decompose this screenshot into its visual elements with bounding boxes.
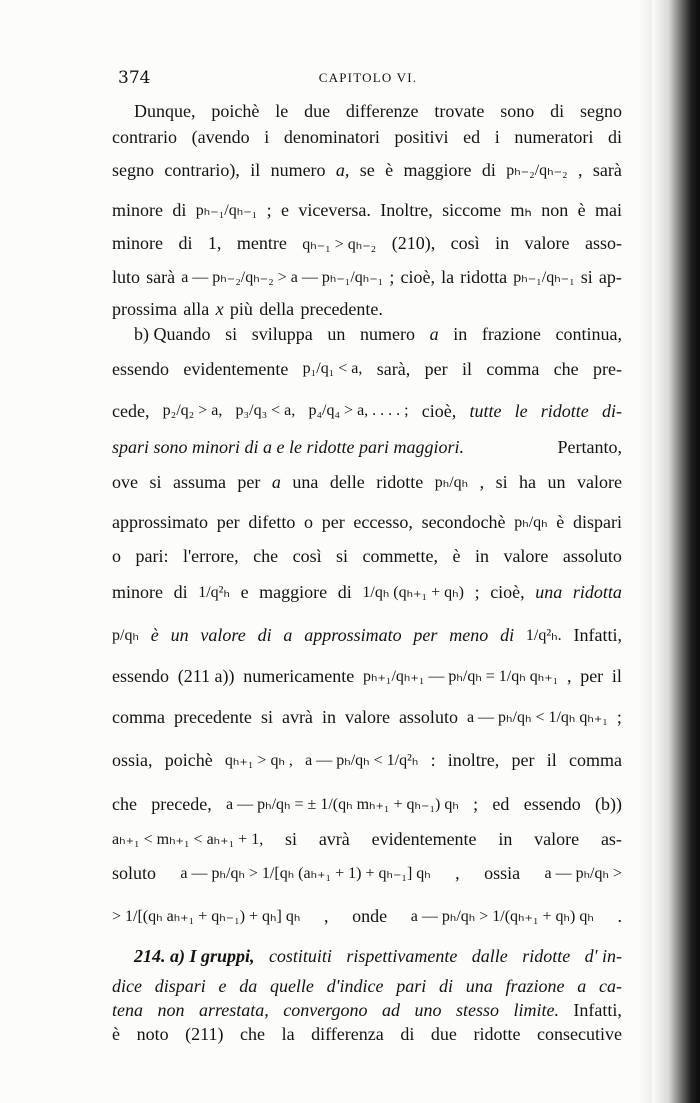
- word: d'indice: [326, 975, 384, 996]
- word: di: [173, 581, 188, 602]
- word: dispari: [154, 975, 206, 996]
- text-line: [112, 462, 622, 502]
- word: e: [240, 581, 249, 602]
- word: sono: [500, 100, 535, 121]
- word: per: [216, 511, 240, 532]
- word: comma: [486, 358, 540, 379]
- text-line: [112, 656, 622, 696]
- word: stesso: [455, 999, 499, 1020]
- word: assoluto: [562, 545, 622, 566]
- word: convergono: [283, 999, 368, 1020]
- word: ed: [463, 126, 481, 147]
- word: assuma: [172, 471, 226, 492]
- word: o: [304, 511, 314, 532]
- word: per: [580, 665, 604, 686]
- word: non: [157, 999, 185, 1020]
- word: il: [461, 358, 472, 379]
- word: differenze: [345, 100, 419, 121]
- text-line: [112, 696, 622, 738]
- word: dispari: [572, 511, 622, 532]
- word: ridotte: [473, 1023, 521, 1044]
- word: così: [450, 233, 480, 253]
- word: numero: [270, 159, 326, 180]
- word: pre-: [593, 358, 622, 379]
- word: soluto: [112, 862, 157, 883]
- text-line: [112, 190, 622, 230]
- word: per: [321, 511, 345, 532]
- word: d' in-: [584, 945, 622, 966]
- word: ap-: [598, 266, 622, 287]
- word: contrario),: [164, 159, 240, 180]
- word: il: [611, 665, 622, 686]
- word: positivi: [394, 126, 449, 147]
- word: ;: [473, 793, 479, 814]
- word: è: [385, 159, 394, 180]
- word: per: [413, 624, 438, 645]
- word: denominatori: [283, 126, 380, 147]
- word: in: [453, 324, 468, 344]
- word: qₕ₋₁ > qₕ₋₂: [302, 235, 377, 253]
- word: (b)): [595, 793, 622, 814]
- word: (211 a)): [177, 665, 235, 686]
- word: valore: [576, 471, 622, 492]
- word: pₕ₋₂/qₕ₋₂: [506, 162, 568, 179]
- word: sviluppa: [251, 324, 313, 344]
- word: continua,: [555, 324, 622, 344]
- word: Inoltre,: [380, 199, 433, 220]
- word: cioè,: [400, 266, 435, 287]
- word: frazione: [481, 324, 541, 344]
- word: pₕ/qₕ: [514, 514, 548, 531]
- word: così: [292, 545, 322, 566]
- word: ;: [616, 706, 622, 727]
- word: ;: [266, 199, 272, 220]
- word: di: [481, 159, 496, 180]
- word: è: [556, 511, 565, 532]
- page-shadow: [638, 0, 652, 1103]
- text-line: [112, 297, 622, 321]
- word: a — pₕ₋₂/qₕ₋₂ > a — pₕ₋₁/qₕ₋₁: [181, 269, 384, 286]
- word: valore: [200, 624, 246, 645]
- word: si: [580, 266, 593, 287]
- word: a: [577, 975, 587, 996]
- word: ad: [382, 999, 401, 1020]
- text-line: [112, 257, 622, 297]
- word: minore: [112, 581, 163, 602]
- word: numericamente: [243, 665, 355, 686]
- word: p₃/q₃ < a,: [235, 402, 296, 419]
- word: frazione: [505, 975, 565, 996]
- word: avrà: [318, 828, 350, 849]
- word: difetto: [248, 511, 296, 532]
- word: qₕ₊₁ > qₕ ,: [224, 752, 293, 769]
- word: secondochè: [421, 511, 506, 532]
- word: si: [336, 545, 349, 566]
- word: ossia: [484, 862, 521, 883]
- word: i: [494, 126, 500, 147]
- word: si: [225, 324, 238, 344]
- word: comma: [112, 706, 165, 727]
- word: tena: [112, 999, 143, 1020]
- word: essendo: [112, 665, 169, 686]
- word: è: [150, 624, 159, 645]
- word: precedente.: [300, 298, 383, 319]
- word: alla: [183, 298, 210, 319]
- word: a: [429, 324, 439, 344]
- word: di: [550, 100, 565, 121]
- word: una: [465, 975, 493, 996]
- word: poichè: [211, 100, 260, 121]
- word: commette,: [362, 545, 439, 566]
- word: da: [239, 975, 258, 996]
- word: p/qₕ: [112, 627, 139, 644]
- word: in: [498, 828, 513, 849]
- word: consecutive: [537, 1023, 622, 1044]
- word: ,: [566, 665, 572, 686]
- word: contrario: [112, 126, 177, 147]
- word: Infatti,: [573, 624, 622, 645]
- word: ridotte: [540, 400, 589, 421]
- word: uno: [414, 999, 442, 1020]
- book-binding-edge: [652, 0, 700, 1103]
- word: ,: [479, 471, 485, 492]
- word: aₕ₊₁ < mₕ₊₁ < aₕ₊₁ + 1,: [112, 831, 264, 848]
- word: è: [577, 199, 586, 220]
- word: 1/q²ₕ.: [525, 627, 562, 644]
- word: la: [281, 1023, 295, 1044]
- word: > 1/[(qₕ aₕ₊₁ + qₕ₋₁) + qₕ] qₕ: [112, 908, 301, 925]
- word: che: [253, 545, 279, 566]
- word: sarà: [146, 266, 176, 287]
- word: in: [321, 706, 336, 727]
- word: valore: [524, 233, 570, 253]
- word: che: [240, 1023, 266, 1044]
- word: pari:: [135, 545, 169, 566]
- text-line: [112, 1022, 622, 1046]
- text-line: [112, 852, 622, 894]
- word: assoluto: [398, 706, 458, 727]
- word: ossia,: [112, 749, 153, 770]
- word: inoltre,: [447, 749, 500, 770]
- word: luto: [112, 266, 141, 287]
- word: meno: [449, 624, 489, 645]
- word: ;: [389, 266, 395, 287]
- word: valore: [534, 828, 580, 849]
- text-line: [112, 570, 622, 614]
- word: di: [178, 233, 193, 253]
- word: asso-: [584, 233, 622, 253]
- word: b) Quando: [134, 324, 211, 344]
- word: siccome: [442, 199, 502, 220]
- word: ca-: [598, 975, 622, 996]
- word: a — pₕ/qₕ >: [544, 865, 622, 882]
- text-line: [112, 542, 622, 570]
- word: numeratori: [514, 126, 594, 147]
- word: evidentemente: [371, 828, 477, 849]
- word: approssimato: [112, 511, 208, 532]
- word: arrestata,: [198, 999, 269, 1020]
- word: il: [250, 159, 261, 180]
- word: i: [264, 126, 270, 147]
- word: p₁/q₁ < a,: [302, 360, 363, 377]
- text-line: [112, 894, 622, 938]
- word: ridotta: [572, 581, 622, 602]
- word: noto: [136, 1023, 169, 1044]
- word: eccesso,: [353, 511, 413, 532]
- word: pₕ/qₕ: [434, 474, 469, 491]
- word: pₕ₋₁/qₕ₋₁: [195, 202, 258, 219]
- word: ha: [519, 471, 537, 492]
- word: prossima: [112, 298, 177, 319]
- word: ,: [578, 159, 583, 180]
- word: approssimato: [304, 624, 402, 645]
- page-header: [118, 68, 618, 92]
- word: onde: [352, 905, 388, 926]
- word: ed: [492, 793, 510, 814]
- word: di: [172, 199, 187, 220]
- word: comma: [568, 749, 622, 770]
- word: trovate: [434, 100, 485, 121]
- word: 214. a) I gruppi,: [134, 945, 255, 966]
- word: p₄/q₄ > a, . . . . ;: [308, 402, 409, 419]
- word: a: [283, 624, 293, 645]
- word: di: [257, 624, 272, 645]
- word: di-: [601, 400, 622, 421]
- word: differenza: [311, 1023, 384, 1044]
- word: viceversa.: [298, 199, 371, 220]
- word: due: [430, 1023, 457, 1044]
- word: a — pₕ/qₕ < 1/qₕ qₕ₊₁: [466, 709, 608, 726]
- word: 1/q²ₕ: [198, 584, 230, 601]
- word: precedente: [173, 706, 252, 727]
- word: le: [514, 400, 528, 421]
- word: as-: [600, 828, 622, 849]
- text-line: [112, 826, 622, 852]
- chapter-title: CAPITOLO VI.: [318, 70, 418, 85]
- word: 1,: [207, 233, 222, 253]
- word: (211): [185, 1023, 224, 1044]
- page-body: [112, 98, 622, 1046]
- word: che: [112, 793, 137, 814]
- word: (avendo: [191, 126, 250, 147]
- word: Dunque,: [134, 100, 196, 121]
- text-line: [112, 998, 622, 1022]
- text-line: [112, 614, 622, 656]
- word: si: [285, 828, 298, 849]
- word: sarà: [592, 159, 622, 180]
- word: ridotta: [460, 266, 508, 287]
- word: ,: [323, 905, 329, 926]
- word: valore: [503, 545, 549, 566]
- word: ridotte: [522, 945, 571, 966]
- word: un: [327, 324, 346, 344]
- word: per: [424, 358, 448, 379]
- text-line: [112, 98, 622, 124]
- word: le: [275, 100, 289, 121]
- word: in: [474, 545, 489, 566]
- word: ridotte: [376, 471, 424, 492]
- word: limite.: [513, 999, 559, 1020]
- word: è: [112, 1023, 120, 1044]
- word: di: [438, 975, 453, 996]
- word: rispettivamente: [346, 945, 458, 966]
- word: numero: [360, 324, 415, 344]
- word: una: [535, 581, 563, 602]
- word: 1/qₕ (qₕ₊₁ + qₕ): [362, 584, 464, 601]
- word: e: [218, 975, 227, 996]
- text-line: [112, 782, 622, 826]
- page-number: 374: [118, 68, 151, 88]
- word: spari sono minori di a e le ridotte pari maggiori.: [112, 436, 465, 457]
- word: pari: [396, 975, 427, 996]
- word: non: [541, 199, 569, 220]
- word: un: [547, 471, 566, 492]
- word: se: [359, 159, 375, 180]
- word: per: [511, 749, 535, 770]
- word: che: [553, 358, 579, 379]
- word: ove: [112, 471, 138, 492]
- text-line: [112, 230, 622, 257]
- text-line: [112, 502, 622, 542]
- word: Infatti,: [573, 999, 622, 1020]
- word: p₂/q₂ > a,: [162, 402, 223, 419]
- word: tutte: [469, 400, 502, 421]
- text-line: [112, 738, 622, 782]
- word: cede,: [112, 400, 150, 421]
- word: segno: [580, 100, 622, 121]
- word: sarà,: [376, 358, 411, 379]
- word: maggiore: [403, 159, 472, 180]
- word: di: [337, 581, 352, 602]
- text-line: [112, 124, 622, 150]
- text-line: [112, 321, 622, 348]
- word: ,: [455, 862, 460, 883]
- text-line: [112, 348, 622, 390]
- word: delle: [329, 471, 365, 492]
- text-line: [112, 938, 622, 974]
- word: cioè,: [490, 581, 525, 602]
- word: o: [112, 545, 121, 566]
- word: a — pₕ/qₕ < 1/q²ₕ: [305, 752, 419, 769]
- word: di: [400, 1023, 415, 1044]
- word: essendo: [112, 358, 169, 379]
- word: segno: [112, 159, 154, 180]
- text-line: [112, 390, 622, 432]
- word: il: [546, 749, 557, 770]
- word: costituiti: [268, 945, 332, 966]
- word: cioè,: [421, 400, 457, 421]
- word: a — pₕ/qₕ = ± 1/(qₕ mₕ₊₁ + qₕ₋₁) qₕ: [226, 796, 459, 813]
- text-line: [112, 432, 622, 462]
- word: pₕ₊₁/qₕ₊₁ — pₕ/qₕ = 1/qₕ qₕ₊₁: [362, 668, 559, 685]
- word: :: [430, 749, 436, 770]
- word: la: [441, 266, 455, 287]
- word: un: [170, 624, 189, 645]
- word: a — pₕ/qₕ > 1/[qₕ (aₕ₊₁ + 1) + qₕ₋₁] qₕ: [180, 865, 431, 882]
- word: dice: [112, 975, 142, 996]
- word: si: [260, 706, 273, 727]
- word: a,: [335, 159, 350, 180]
- word: si: [495, 471, 508, 492]
- word: l'errore,: [182, 545, 239, 566]
- word: più: [229, 298, 253, 319]
- word: ;: [474, 581, 480, 602]
- word: essendo: [523, 793, 581, 814]
- word: una: [292, 471, 319, 492]
- word: pₕ₋₁/qₕ₋₁: [513, 269, 575, 286]
- word: poichè: [164, 749, 213, 770]
- text-line: [112, 150, 622, 190]
- word: minore: [112, 199, 163, 220]
- word: mₕ: [510, 199, 532, 220]
- word: (210),: [391, 233, 436, 253]
- word: avrà: [281, 706, 313, 727]
- word: di: [607, 126, 622, 147]
- word: è: [452, 545, 461, 566]
- word: .: [617, 905, 622, 926]
- word: dalle: [471, 945, 508, 966]
- word: x: [215, 298, 224, 319]
- word: mentre: [236, 233, 287, 253]
- word: a: [271, 471, 281, 492]
- word: precede,: [151, 793, 212, 814]
- word: Pertanto,: [557, 436, 622, 457]
- word: della: [259, 298, 295, 319]
- word: per: [237, 471, 261, 492]
- word: a — pₕ/qₕ > 1/(qₕ₊₁ + qₕ) qₕ: [410, 908, 594, 925]
- word: due: [304, 100, 331, 121]
- word: di: [500, 624, 515, 645]
- word: in: [495, 233, 510, 253]
- word: minore: [112, 233, 163, 253]
- word: maggiore: [259, 581, 328, 602]
- word: mai: [594, 199, 622, 220]
- word: quelle: [269, 975, 314, 996]
- word: valore: [344, 706, 390, 727]
- word: evidentemente: [183, 358, 289, 379]
- word: e: [281, 199, 290, 220]
- text-line: [112, 974, 622, 998]
- word: si: [149, 471, 162, 492]
